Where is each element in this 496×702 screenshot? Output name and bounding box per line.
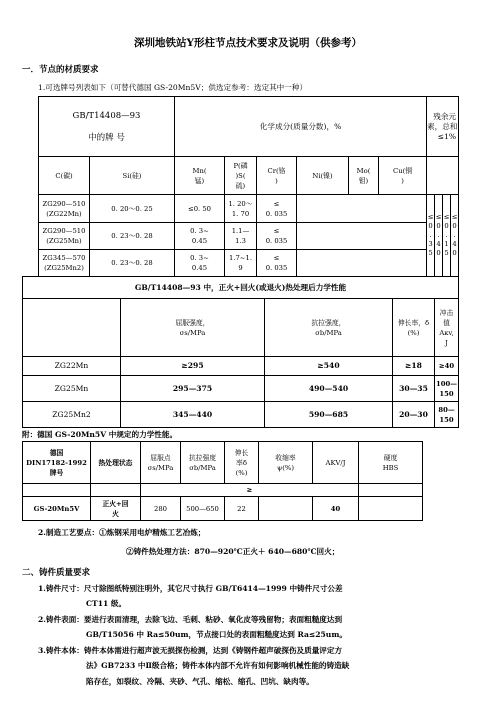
t2-col-yield	[121, 299, 265, 357]
t3-col-grade-l3: 牌号	[49, 468, 64, 477]
quality-line-6: 法》GB7233 中Ⅱ级合格；铸件本体内部不允许有如何影响机械性能的铸造缺	[86, 661, 350, 670]
t1-r1-grade-l2: (ZG22Mn)	[46, 209, 82, 218]
t3-col-grade-l1: 德国	[49, 448, 64, 457]
col-mo-l2: 钼)	[358, 176, 369, 185]
t3-col-state: 热处理状态	[91, 442, 141, 484]
t2-col-impact-l4: J	[445, 338, 448, 347]
cu-v2: .	[453, 231, 456, 239]
t1-r2-c: 0. 23～0. 28	[90, 223, 175, 250]
col-c: C(碳)	[39, 157, 90, 195]
german-standard-table	[22, 441, 423, 521]
t3-sub-blank-3	[359, 484, 423, 497]
cr-v3: 3	[428, 240, 433, 248]
item2-line1: 2.制造工艺要点：①炼钢采用电炉精炼工艺冶炼；	[38, 528, 206, 537]
std-header: GB/T14408—93	[72, 110, 141, 121]
t1-r3-ps	[257, 250, 297, 277]
t3-col-elong-l3: (%)	[235, 468, 248, 477]
residual-line-1: 残余元	[433, 111, 457, 121]
t1-r3-blank	[297, 250, 427, 277]
t2-r2-yield: 295—375	[121, 376, 265, 402]
col-cu-l2: )	[401, 176, 404, 185]
t1-r2-grade-l1: ZG290—510	[42, 227, 86, 235]
cu-v4: 0	[452, 249, 457, 257]
t1-r1-c: 0. 20～0. 25	[90, 195, 175, 223]
t1-r1-grade	[39, 195, 90, 223]
t3-r-hardness	[359, 497, 423, 521]
t3-r-state-l2: 火	[112, 509, 119, 518]
page-title: 深圳地铁站Y形柱节点技术要求及说明（供参考）	[134, 37, 362, 49]
t2-r3-elong: 20—30	[393, 402, 435, 428]
t3-col-elong	[225, 442, 259, 484]
t1-r3-grade-l2: (ZG25Mn2)	[44, 264, 84, 272]
t2-col-impact-l1: 冲击	[439, 308, 454, 317]
t3-col-elong-l2: 率δ	[236, 458, 247, 467]
t2-col-elong-l2: (%)	[407, 328, 420, 337]
quality-line-5: 3.铸件本体：铸件本体需进行超声波无损探伤检测，达到《铸钢件超声破探伤及质量评定方	[38, 646, 343, 655]
t3-sub-geq: ≥	[141, 484, 359, 497]
t2-col-tensile-l1: 抗拉强度，	[311, 318, 346, 327]
t3-r-state-l1: 正火+回	[102, 499, 129, 508]
t1-r2-mn	[225, 223, 257, 250]
cr-v0: ≤	[427, 213, 434, 221]
t3-r-state	[91, 497, 141, 521]
quality-line-2: CT11 级。	[86, 599, 127, 608]
t3-col-grade-l2: DIN17182-1992	[26, 458, 87, 467]
t3-col-reduction-l1: 收缩率	[275, 453, 296, 462]
t1-r2-si-l2: 0.45	[191, 237, 208, 245]
t2-col-impact-l3: Aκv,	[439, 328, 454, 337]
t1-r3-si-l1: 0. 3~	[190, 254, 209, 262]
t2-r1-grade: ZG22Mn	[23, 357, 121, 376]
col-ps-l3: 硫)	[235, 181, 246, 190]
col-ni: Ni(镍)	[297, 157, 349, 195]
t2-r2-tensile: 490—540	[265, 376, 393, 402]
item2-line2: ②铸件热处理方法：870—920℃正火＋ 640—680℃回火；	[126, 547, 340, 556]
t2-col-yield-l2: σs/MPa	[179, 328, 206, 337]
t1-r1-grade-l1: ZG290—510	[42, 199, 86, 208]
mo-v2: .	[445, 231, 448, 239]
quality-line-3: 2.铸件表面：要进行表面清理，去除飞边、毛刺、粘砂、氧化皮等残留物；表面粗糙度达到	[38, 615, 343, 624]
t2-r2-impact-l2: 150	[439, 389, 454, 398]
t2-header: GB/T14408—93 中，正火+回火(或退火)热处理后力学性能	[23, 277, 459, 299]
t1-r1-mn-l1: 1. 20～	[228, 199, 253, 208]
t3-col-hardness	[359, 442, 423, 484]
t2-r1-impact: ≥40	[435, 357, 459, 376]
ni-v1: 0	[436, 222, 441, 230]
t1-r3-ps-l2: 0. 035	[265, 264, 288, 272]
t3-r-yield: 280	[141, 497, 181, 521]
col-mo	[349, 157, 379, 195]
t3-r-akv: 40	[313, 497, 359, 521]
t1-r3-c: 0. 23～0. 28	[90, 250, 175, 277]
t1-r1-si: ≤0. 50	[175, 195, 225, 223]
t3-sub-blank-1	[23, 484, 91, 497]
t2-r3-impact-l2: 150	[439, 415, 454, 424]
t1-r1-ps-l1: ≤	[273, 199, 280, 208]
t1-r1-blank	[297, 195, 427, 223]
t2-col-impact	[435, 299, 459, 357]
t3-col-tensile-l2: σb/MPa	[189, 463, 216, 472]
std-header-cell	[39, 97, 175, 157]
t1-cr-value	[427, 195, 435, 277]
chem-header: 化学成分(质量分数)，%	[175, 97, 427, 157]
t3-col-tensile	[181, 442, 225, 484]
ni-v4: 0	[436, 249, 441, 257]
cr-v2: .	[429, 231, 432, 239]
t1-r1-mn-l2: 1. 70	[231, 209, 250, 218]
t2-col-elong	[393, 299, 435, 357]
mechanical-properties-table	[22, 276, 459, 428]
cu-v0: ≤	[451, 213, 458, 221]
cu-v3: 4	[452, 240, 457, 248]
t2-r1-tensile: ≥540	[265, 357, 393, 376]
t1-r2-grade	[39, 223, 90, 250]
residual-header	[427, 97, 459, 157]
col-ps-l1: P(磷	[233, 161, 248, 170]
section1-heading: 一．节点的材质要求	[22, 65, 99, 75]
t2-r2-impact	[435, 376, 459, 402]
grade-header: 中的牌 号	[88, 132, 125, 143]
mo-v0: ≤	[443, 213, 450, 221]
mo-v1: 0	[444, 222, 449, 230]
t1-r3-ps-l1: ≤	[273, 254, 280, 262]
t2-r3-impact	[435, 402, 459, 428]
col-cu	[379, 157, 427, 195]
col-mn-l2: 锰)	[194, 176, 205, 185]
t1-r1-mn	[225, 195, 257, 223]
t2-r2-impact-l1: 100—	[436, 379, 457, 388]
residual-line-3: ≤1%	[437, 131, 457, 141]
t1-r3-mn-l1: 1.7~1.	[229, 254, 252, 262]
t1-r2-ps-l2: 0. 035	[265, 237, 288, 245]
quality-line-7: 陷存在，如裂纹、冷隔、夹砂、气孔、缩松、缩孔、凹坑、缺肉等。	[86, 677, 314, 686]
t1-r2-ps	[257, 223, 297, 250]
col-mn-l1: Mn(	[192, 166, 207, 175]
t1-r2-mn-l1: 1.1—	[231, 227, 250, 235]
ni-v2: .	[437, 231, 440, 239]
t2-r2-grade: ZG25Mn	[23, 376, 121, 402]
note-german-standard: 附：德国 GS-20Mn5V 中规定的力学性能。	[22, 430, 178, 439]
t2-r3-impact-l1: 80—	[438, 405, 455, 414]
t3-col-akv: AKV/J	[313, 442, 359, 484]
t2-r1-yield: ≥295	[121, 357, 265, 376]
t3-r-tensile: 500—650	[181, 497, 225, 521]
col-mo-l1: Mo(	[356, 166, 371, 175]
t3-col-hardness-l2: HBS	[382, 463, 399, 472]
t2-col-impact-l2: 值	[443, 318, 450, 327]
t1-r3-si-l2: 0.45	[191, 264, 208, 272]
t1-r2-si	[175, 223, 225, 250]
col-si: Si(硅)	[90, 157, 175, 195]
t1-r3-grade-l1: ZG345—570	[42, 254, 86, 262]
t2-r1-elong: ≥18	[393, 357, 435, 376]
t2-col-tensile-l2: σb/MPa	[315, 328, 342, 337]
quality-line-4: GB/T15056 中 Ra≤50um，节点接口处的表面粗糙度达到 Ra≤25um。	[86, 630, 347, 639]
t3-r-reduction	[259, 497, 313, 521]
t1-r2-si-l1: 0. 3~	[190, 227, 209, 235]
quality-line-1: 1.铸件尺寸：尺寸除图纸特别注明外，其它尺寸执行 GB/T6414—1999 中铸件尺寸公差	[38, 584, 343, 593]
t2-col-yield-l1: 屈服强度，	[175, 318, 210, 327]
t2-r3-grade: ZG25Mn2	[23, 402, 121, 428]
cu-v1: 0	[452, 222, 457, 230]
mo-v4: 5	[444, 249, 449, 257]
col-cr	[257, 157, 297, 195]
col-cr-l1: Cr(铬	[267, 166, 286, 175]
t3-col-hardness-l1: 硬度	[383, 453, 398, 462]
item1-text: 1.可选牌号列表如下（可替代德国 GS-20Mn5V；供选定参考：选定其中一种）	[38, 83, 308, 92]
t1-r2-grade-l2: (ZG25Mn)	[46, 237, 82, 245]
t2-r3-yield: 345—440	[121, 402, 265, 428]
t3-col-reduction	[259, 442, 313, 484]
t3-col-grade	[23, 442, 91, 484]
t3-sub-blank-2	[91, 484, 141, 497]
t1-r3-si	[175, 250, 225, 277]
t3-r-grade: GS-20Mn5V	[23, 497, 91, 521]
t1-ni-value	[435, 195, 443, 277]
t2-r3-tensile: 590—685	[265, 402, 393, 428]
col-cu-l1: Cu(铜	[393, 166, 413, 175]
residual-empty	[427, 157, 459, 195]
col-mn	[175, 157, 225, 195]
cr-v1: 0	[428, 222, 433, 230]
mo-v3: 1	[444, 240, 449, 248]
cr-v4: 5	[428, 249, 433, 257]
section2-heading: 二、铸件质量要求	[22, 568, 91, 578]
t2-col-elong-l1: 伸长率，δ	[397, 318, 430, 327]
t3-col-yield-l2: σs/MPa	[147, 463, 174, 472]
ni-v3: 4	[436, 240, 441, 248]
col-ps-l2: )S(	[235, 171, 246, 180]
residual-line-2: 素，总和	[427, 121, 458, 131]
t2-r2-elong: 30—35	[393, 376, 435, 402]
t2-col-tensile	[265, 299, 393, 357]
t3-col-reduction-l2: ψ(%)	[276, 463, 295, 472]
t1-mo-value	[443, 195, 451, 277]
t3-col-yield	[141, 442, 181, 484]
col-ps	[225, 157, 257, 195]
t1-r1-ps	[257, 195, 297, 223]
t1-r3-mn	[225, 250, 257, 277]
t1-r2-ps-l1: ≤	[273, 227, 280, 235]
t1-cu-value	[451, 195, 459, 277]
t3-col-elong-l1: 伸长	[234, 448, 249, 457]
t3-col-tensile-l1: 抗拉强度	[188, 453, 217, 462]
ni-v0: ≤	[435, 213, 442, 221]
chemical-composition-table	[38, 96, 459, 277]
col-cr-l2: )	[275, 176, 278, 185]
t1-r2-blank	[297, 223, 427, 250]
t1-r1-ps-l2: 0. 035	[265, 209, 288, 218]
t1-r3-mn-l2: 9	[238, 264, 243, 272]
t3-r-elong: 22	[225, 497, 259, 521]
t2-empty-corner	[23, 299, 121, 357]
t1-r3-grade	[39, 250, 90, 277]
t1-r2-mn-l2: 1.3	[235, 237, 246, 245]
t3-col-yield-l1: 屈服点	[150, 453, 171, 462]
